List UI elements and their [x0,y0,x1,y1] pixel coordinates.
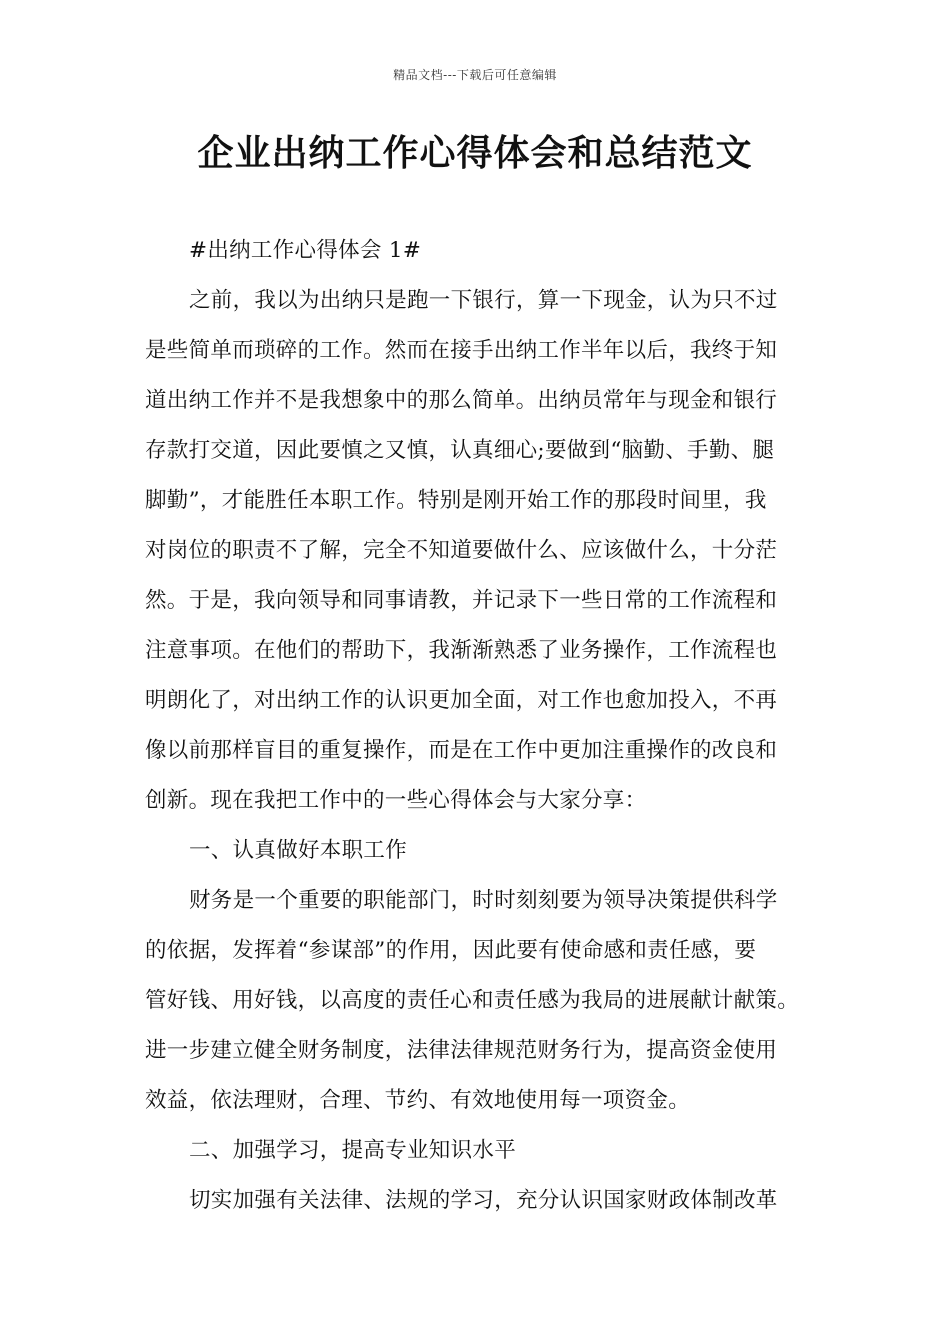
text-line: 一、认真做好本职工作 [189,838,408,863]
text-line: 二、加强学习，提高专业知识水平 [189,1138,517,1163]
document-title: 企业出纳工作心得体会和总结范文 [197,133,753,174]
text-line: 存款打交道，因此要慎之又慎，认真细心;要做到“脑勤、手勤、腿 [145,438,775,463]
text-line: 道出纳工作并不是我想象中的那么简单。出纳员常年与现金和银行 [145,388,778,413]
text-line: 注意事项。在他们的帮助下，我渐渐熟悉了业务操作，工作流程也 [145,638,778,663]
header-note: 精品文档---下载后可任意编辑 [393,68,557,82]
text-line: 之前，我以为出纳只是跑一下银行，算一下现金，认为只不过 [189,288,778,313]
text-line: 管好钱、用好钱，以高度的责任心和责任感为我局的进展献计献策。 [145,988,800,1013]
text-line: 对岗位的职责不了解，完全不知道要做什么、应该做什么，十分茫 [145,538,778,563]
text-line: 然。于是，我向领导和同事请教，并记录下一些日常的工作流程和 [145,588,778,613]
text-line: 是些简单而琐碎的工作。然而在接手出纳工作半年以后，我终于知 [145,338,778,363]
text-line: 效益，依法理财，合理、节约、有效地使用每一项资金。 [145,1088,691,1113]
text-line: 脚勤”，才能胜任本职工作。特别是刚开始工作的那段时间里，我 [145,488,767,513]
text-line: 的依据，发挥着“参谋部”的作用，因此要有使命感和责任感，要 [145,938,757,963]
text-line: 进一步建立健全财务制度，法律法律规范财务行为，提高资金使用 [145,1038,778,1063]
text-line: 切实加强有关法律、法规的学习，充分认识国家财政体制改革 [189,1188,778,1213]
text-line: 像以前那样盲目的重复操作，而是在工作中更加注重操作的改良和 [145,738,778,763]
document-body [145,226,809,1226]
text-line: 创新。现在我把工作中的一些心得体会与大家分享： [145,788,647,813]
text-line: #出纳工作心得体会 1# [189,238,422,263]
text-line: 明朗化了，对出纳工作的认识更加全面，对工作也愈加投入，不再 [145,688,778,713]
text-line: 财务是一个重要的职能部门，时时刻刻要为领导决策提供科学 [189,888,778,913]
